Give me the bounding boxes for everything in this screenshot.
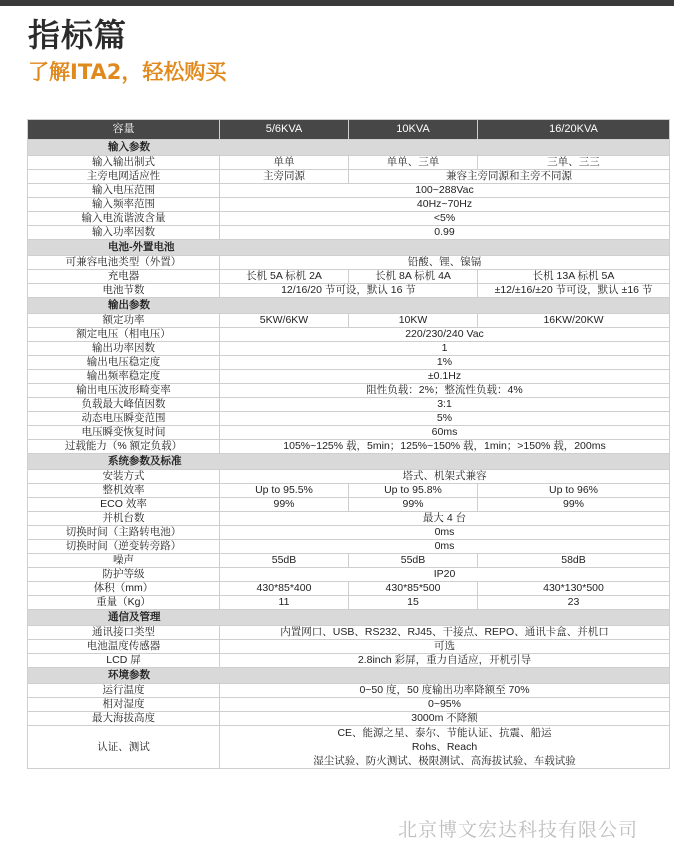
table-row xyxy=(28,342,670,356)
row-label: 输出功率因数 xyxy=(28,342,220,356)
section-title: 输入参数 xyxy=(28,140,670,156)
row-label: 过载能力（% 额定负载） xyxy=(28,440,220,454)
cell: 12/16/20 节可设，默认 16 节 xyxy=(220,284,478,298)
row-label: 电压瞬变恢复时间 xyxy=(28,426,220,440)
cell: 长机 5A 标机 2A xyxy=(220,270,349,284)
row-label: 运行温度 xyxy=(28,684,220,698)
cell: 10KW xyxy=(349,314,478,328)
table-row xyxy=(28,184,670,198)
table-row xyxy=(28,512,670,526)
row-label: 防护等级 xyxy=(28,568,220,582)
cell: 三单、三三 xyxy=(478,156,670,170)
cell: 最大 4 台 xyxy=(220,512,670,526)
table-row xyxy=(28,712,670,726)
table-row xyxy=(28,440,670,454)
row-label: 主旁电网适应性 xyxy=(28,170,220,184)
table-row xyxy=(28,470,670,484)
table-row xyxy=(28,156,670,170)
cell: 内置网口、USB、RS232、RJ45、干接点、REPO、通讯卡盒、并机口 xyxy=(220,626,670,640)
section-title: 系统参数及标准 xyxy=(28,454,670,470)
table-row xyxy=(28,198,670,212)
row-label: 认证、测试 xyxy=(28,726,220,769)
cell: 3000m 不降额 xyxy=(220,712,670,726)
section-row xyxy=(28,668,670,684)
cell: 16KW/20KW xyxy=(478,314,670,328)
cell: 0.99 xyxy=(220,226,670,240)
row-label: 输入功率因数 xyxy=(28,226,220,240)
row-label: 电池节数 xyxy=(28,284,220,298)
col-header-5-6kva: 5/6KVA xyxy=(220,120,349,140)
cert-line: Rohs、Reach xyxy=(411,741,478,753)
top-bar xyxy=(0,0,674,6)
row-label: 重量（Kg） xyxy=(28,596,220,610)
cell: Up to 95.8% xyxy=(349,484,478,498)
cell-certifications xyxy=(220,726,670,769)
table-row xyxy=(28,582,670,596)
cert-line: CE、能源之星、泰尔、节能认证、抗震、船运 xyxy=(337,727,552,739)
col-header-capacity: 容量 xyxy=(28,120,220,140)
cell: 430*85*400 xyxy=(220,582,349,596)
cell: 1% xyxy=(220,356,670,370)
table-row xyxy=(28,256,670,270)
row-label: 并机台数 xyxy=(28,512,220,526)
cell: 55dB xyxy=(220,554,349,568)
page-subtitle: 了解ITA2，轻松购买 xyxy=(28,60,227,84)
cell: Up to 95.5% xyxy=(220,484,349,498)
row-label: ECO 效率 xyxy=(28,498,220,512)
row-label: 额定电压（相电压） xyxy=(28,328,220,342)
cell: Up to 96% xyxy=(478,484,670,498)
cell: 100~288Vac xyxy=(220,184,670,198)
cell: 55dB xyxy=(349,554,478,568)
row-label: 切换时间（逆变转旁路） xyxy=(28,540,220,554)
table-row xyxy=(28,726,670,769)
cell: <5% xyxy=(220,212,670,226)
row-label: 额定功率 xyxy=(28,314,220,328)
row-label: 体积（mm） xyxy=(28,582,220,596)
cell: 0~95% xyxy=(220,698,670,712)
col-header-16-20kva: 16/20KVA xyxy=(478,120,670,140)
cell: ±0.1Hz xyxy=(220,370,670,384)
section-title: 通信及管理 xyxy=(28,610,670,626)
table-row xyxy=(28,654,670,668)
table-row xyxy=(28,540,670,554)
section-title: 输出参数 xyxy=(28,298,670,314)
cell: 长机 13A 标机 5A xyxy=(478,270,670,284)
row-label: 切换时间（主路转电池） xyxy=(28,526,220,540)
cell: 105%~125% 载，5min；125%~150% 载，1min；>150% 载，200ms xyxy=(220,440,670,454)
section-row xyxy=(28,240,670,256)
row-label: 输入输出制式 xyxy=(28,156,220,170)
row-label: 安装方式 xyxy=(28,470,220,484)
table-row xyxy=(28,640,670,654)
table-row xyxy=(28,212,670,226)
table-row xyxy=(28,370,670,384)
table-row xyxy=(28,284,670,298)
cert-line: 湿尘试验、防火测试、极限测试、高海拔试验、车载试验 xyxy=(313,755,576,767)
cell: IP20 xyxy=(220,568,670,582)
cell: 2.8inch 彩屏，重力自适应，开机引导 xyxy=(220,654,670,668)
cell: 主旁同源 xyxy=(220,170,349,184)
table-row xyxy=(28,568,670,582)
section-row xyxy=(28,454,670,470)
row-label: 输出电压稳定度 xyxy=(28,356,220,370)
col-header-10kva: 10KVA xyxy=(349,120,478,140)
table-row xyxy=(28,384,670,398)
spec-table xyxy=(27,119,670,769)
table-row xyxy=(28,226,670,240)
table-row xyxy=(28,398,670,412)
row-label: LCD 屏 xyxy=(28,654,220,668)
row-label: 负载最大峰值因数 xyxy=(28,398,220,412)
cell: 0ms xyxy=(220,526,670,540)
page-title: 指标篇 xyxy=(28,16,128,54)
table-row xyxy=(28,498,670,512)
cell: 99% xyxy=(478,498,670,512)
row-label: 输入电压范围 xyxy=(28,184,220,198)
cell: 0ms xyxy=(220,540,670,554)
cell: 430*130*500 xyxy=(478,582,670,596)
cell: 430*85*500 xyxy=(349,582,478,596)
cell: 兼容主旁同源和主旁不同源 xyxy=(349,170,670,184)
cell: 99% xyxy=(349,498,478,512)
section-row xyxy=(28,610,670,626)
row-label: 输出电压波形畸变率 xyxy=(28,384,220,398)
table-row xyxy=(28,328,670,342)
company-watermark: 北京博文宏达科技有限公司 xyxy=(398,819,639,841)
row-label: 电池温度传感器 xyxy=(28,640,220,654)
table-row xyxy=(28,684,670,698)
cell: 单单、三单 xyxy=(349,156,478,170)
table-row xyxy=(28,426,670,440)
table-header-row xyxy=(28,120,670,140)
table-row xyxy=(28,356,670,370)
row-label: 充电器 xyxy=(28,270,220,284)
section-title: 环境参数 xyxy=(28,668,670,684)
table-row xyxy=(28,626,670,640)
section-title: 电池-外置电池 xyxy=(28,240,670,256)
cell: 23 xyxy=(478,596,670,610)
row-label: 动态电压瞬变范围 xyxy=(28,412,220,426)
cell: 11 xyxy=(220,596,349,610)
table-row xyxy=(28,170,670,184)
row-label: 通讯接口类型 xyxy=(28,626,220,640)
cell: 58dB xyxy=(478,554,670,568)
row-label: 输入频率范围 xyxy=(28,198,220,212)
cell: 长机 8A 标机 4A xyxy=(349,270,478,284)
row-label: 可兼容电池类型（外置） xyxy=(28,256,220,270)
table-row xyxy=(28,526,670,540)
table-row xyxy=(28,554,670,568)
table-row xyxy=(28,698,670,712)
table-row xyxy=(28,314,670,328)
cell: 40Hz~70Hz xyxy=(220,198,670,212)
cell: 5% xyxy=(220,412,670,426)
cell: 60ms xyxy=(220,426,670,440)
cell: 3:1 xyxy=(220,398,670,412)
table-row xyxy=(28,596,670,610)
cell: ±12/±16/±20 节可设，默认 ±16 节 xyxy=(478,284,670,298)
row-label: 噪声 xyxy=(28,554,220,568)
cell: 塔式、机架式兼容 xyxy=(220,470,670,484)
table-row xyxy=(28,270,670,284)
cell: 1 xyxy=(220,342,670,356)
cell: 铅酸、锂、镍镉 xyxy=(220,256,670,270)
cell: 5KW/6KW xyxy=(220,314,349,328)
row-label: 整机效率 xyxy=(28,484,220,498)
cell: 可选 xyxy=(220,640,670,654)
cell: 15 xyxy=(349,596,478,610)
cell: 0~50 度，50 度输出功率降额至 70% xyxy=(220,684,670,698)
row-label: 最大海拔高度 xyxy=(28,712,220,726)
table-row xyxy=(28,484,670,498)
section-row xyxy=(28,140,670,156)
row-label: 相对湿度 xyxy=(28,698,220,712)
cell: 单单 xyxy=(220,156,349,170)
cell: 99% xyxy=(220,498,349,512)
section-row xyxy=(28,298,670,314)
cell: 220/230/240 Vac xyxy=(220,328,670,342)
cell: 阻性负载：2%；整流性负载：4% xyxy=(220,384,670,398)
row-label: 输出频率稳定度 xyxy=(28,370,220,384)
row-label: 输入电流谐波含量 xyxy=(28,212,220,226)
table-row xyxy=(28,412,670,426)
